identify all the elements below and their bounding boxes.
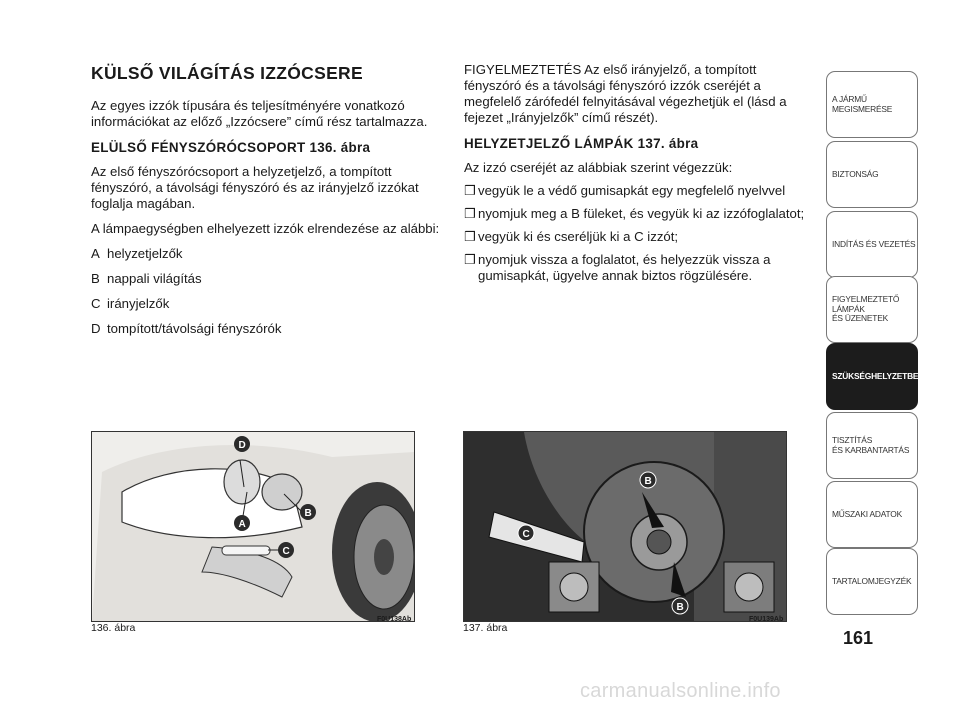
- label-b: B: [644, 476, 652, 487]
- checkbox-bullet-icon: ❒: [464, 229, 476, 244]
- front-headlamp-text: Az első fényszórócsoport a helyzetjelző, a tompított fényszóró, a távolsági fényszóró és az irányjelző izzókat foglalja magában.: [91, 164, 419, 211]
- headlamp-illustration: [92, 432, 414, 621]
- intro-text: Az egyes izzók típusára és teljesítményére vonatkozó információkat az előző „Izzócsere” című rész tartalmazza.: [91, 98, 428, 129]
- figure-caption: 137. ábra: [463, 622, 508, 634]
- label-a: A: [238, 519, 246, 530]
- tab-index[interactable]: TARTALOMJEGYZÉK: [826, 548, 918, 615]
- page-title: KÜLSŐ VILÁGÍTÁS IZZÓCSERE: [91, 63, 363, 83]
- figure-137-position-lamp: [463, 431, 787, 622]
- figure-136-headlamp: [91, 431, 415, 622]
- label-b: B: [676, 602, 684, 613]
- figure-caption: 136. ábra: [91, 622, 136, 634]
- section-heading-position-lamps: HELYZETJELZŐ LÁMPÁK 137. ábra: [464, 136, 699, 151]
- list-item: C irányjelzők: [91, 296, 170, 311]
- checkbox-bullet-icon: ❒: [464, 183, 476, 198]
- figure-code: F0U138Ab: [377, 616, 412, 623]
- tab-starting-driving[interactable]: INDÍTÁS ÉS VEZETÉS: [826, 211, 918, 278]
- list-item: D tompított/távolsági fényszórók: [91, 321, 282, 336]
- tab-maintenance[interactable]: TISZTÍTÁS ÉS KARBANTARTÁS: [826, 412, 918, 479]
- list-item: ❒ vegyük ki és cseréljük ki a C izzót;: [464, 229, 679, 244]
- tab-safety[interactable]: BIZTONSÁG: [826, 141, 918, 208]
- right-column: [464, 62, 814, 291]
- list-item: B nappali világítás: [91, 271, 202, 286]
- tab-warning-lights[interactable]: FIGYELMEZTETŐ LÁMPÁK ÉS ÜZENETEK: [826, 276, 918, 343]
- list-item: ❒ nyomjuk meg a B füleket, és vegyük ki az izzófoglalatot;: [464, 206, 805, 221]
- position-lamp-illustration: [464, 432, 786, 621]
- watermark: carmanualsonline.info: [580, 680, 781, 702]
- bulb-layout-text: A lámpaegységben elhelyezett izzók elrendezése az alábbi:: [91, 221, 440, 236]
- list-item: ❒ vegyük le a védő gumisapkát egy megfelelő nyelvvel: [464, 183, 786, 198]
- tab-technical-data[interactable]: MŰSZAKI ADATOK: [826, 481, 918, 548]
- list-item: A helyzetjelzők: [91, 246, 183, 261]
- tab-emergency[interactable]: SZÜKSÉGHELYZETBEN: [826, 343, 918, 410]
- label-c: C: [282, 546, 290, 557]
- tab-vehicle-overview[interactable]: A JÁRMŰ MEGISMERÉSE: [826, 71, 918, 138]
- figure-code: F0U139Ab: [749, 616, 784, 623]
- label-b: B: [304, 508, 312, 519]
- checkbox-bullet-icon: ❒: [464, 206, 476, 221]
- procedure-intro: Az izzó cseréjét az alábbiak szerint végezzük:: [464, 160, 733, 175]
- warning-text: FIGYELMEZTETÉS Az első irányjelző, a tompított fényszóró és a távolsági fényszóró izzók cseréjét a megfelelő zárófedél felnyitásával végezhetjük el (lásd a fejezet „Irányjelzők” című részét).: [464, 62, 787, 125]
- page-number: 161: [843, 628, 874, 648]
- list-item: ❒ nyomjuk vissza a foglalatot, és helyezzük vissza a gumisapkát, ügyelve annak biztos rögzülésére.: [464, 252, 771, 283]
- left-column: [91, 62, 441, 346]
- label-c: C: [522, 529, 530, 540]
- section-heading-front-headlamp: ELÜLSŐ FÉNYSZÓRÓCSOPORT 136. ábra: [91, 140, 371, 155]
- checkbox-bullet-icon: ❒: [464, 252, 476, 267]
- label-d: D: [238, 440, 246, 451]
